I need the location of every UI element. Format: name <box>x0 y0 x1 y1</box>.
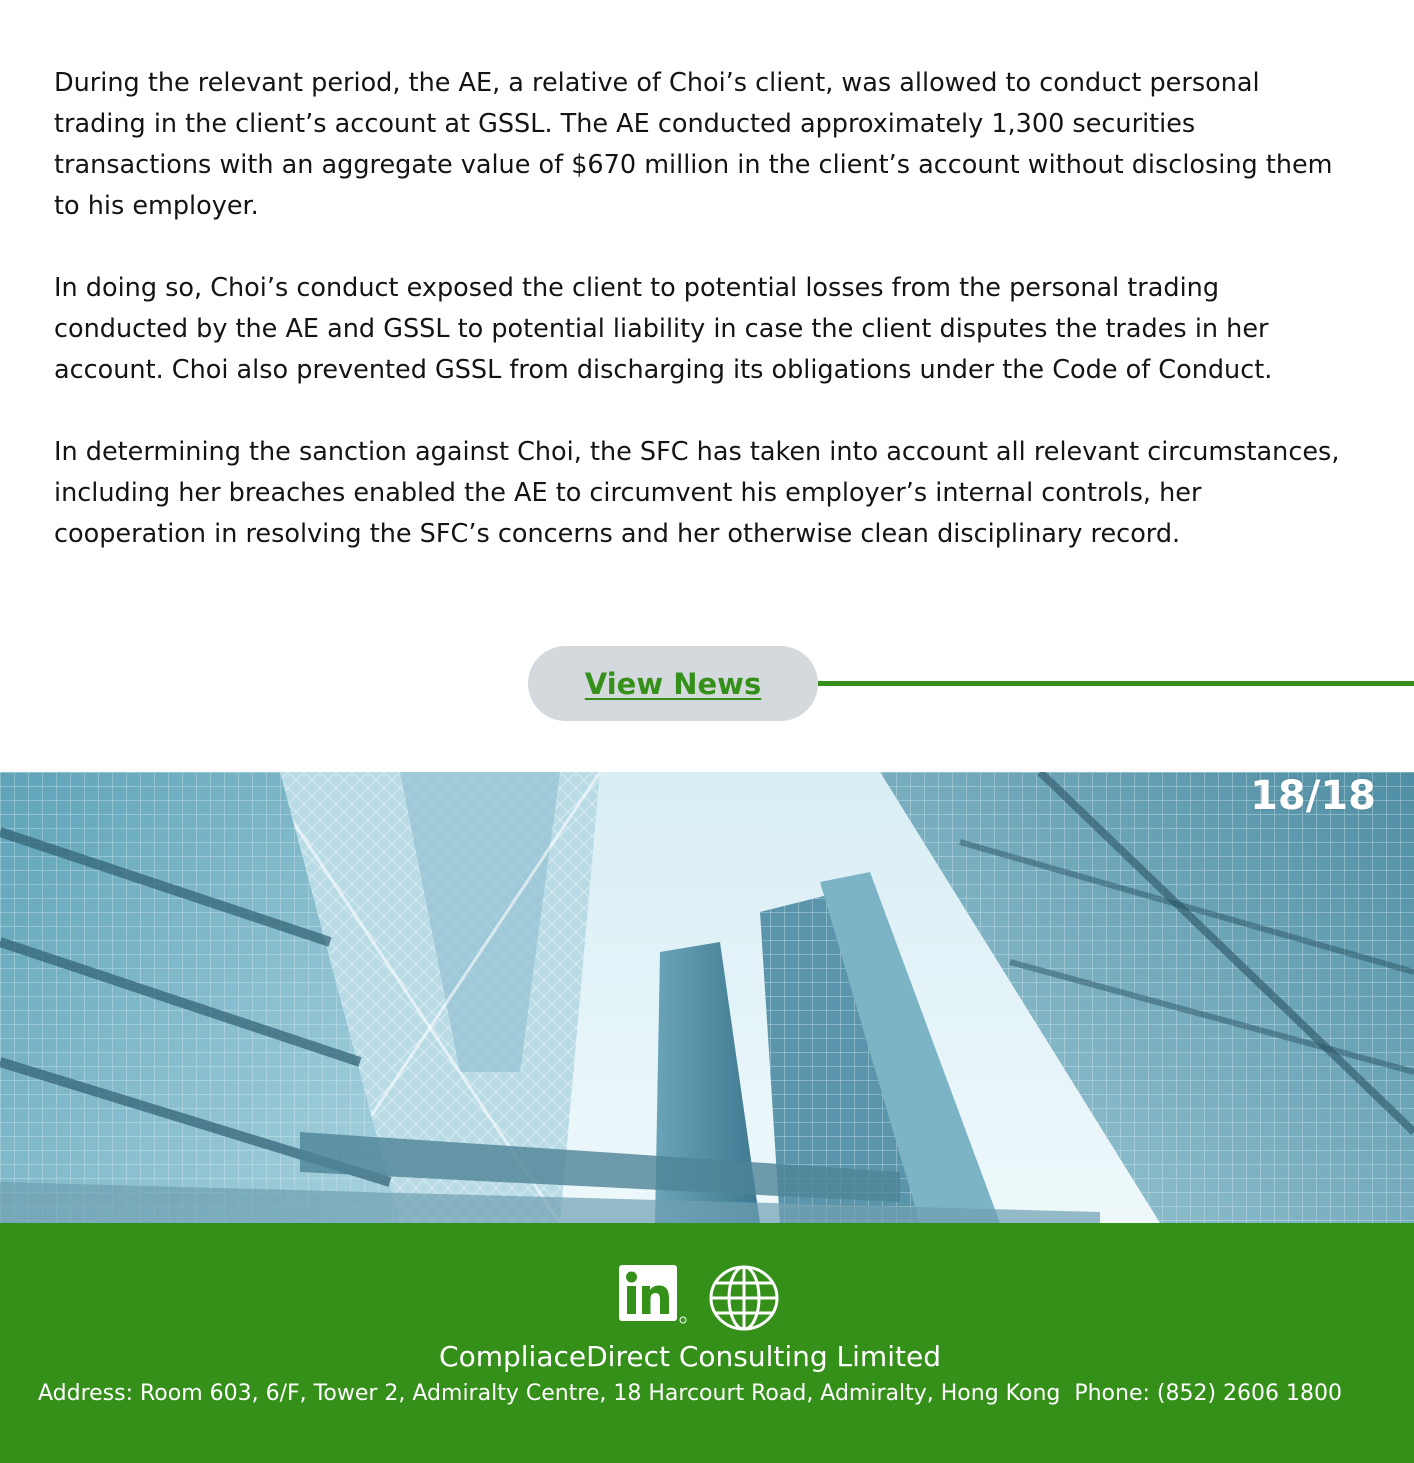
globe-icon[interactable] <box>707 1263 781 1333</box>
paragraph-2: In doing so, Choi’s conduct exposed the client to potential losses from the personal trading conducted by the AE and GSSL to potential liability in case the client disputes the trades in her account. Choi also prevented GSSL from discharging its obligations under the Code of Conduct. <box>54 273 1273 385</box>
company-name: CompliaceDirect Consulting Limited <box>439 1340 941 1373</box>
skyscraper-banner-image <box>0 772 1414 1223</box>
linkedin-icon[interactable] <box>619 1265 689 1325</box>
contact-address: Address: Room 603, 6/F, Tower 2, Admiralty Centre, 18 Harcourt Road, Admiralty, Hong Kong Phone: (852) 2606 1800 <box>37 1381 1343 1406</box>
footer-icons <box>0 1263 1414 1333</box>
footer <box>0 1223 1414 1463</box>
view-news-label: View News <box>584 666 762 701</box>
cta-divider-line <box>818 681 1414 686</box>
paragraph-3: In determining the sanction against Choi, the SFC has taken into account all relevant circumstances, including her breaches enabled the AE to circumvent his employer’s internal controls, her cooperation in resolving the SFC’s concerns and her otherwise clean disciplinary record. <box>54 437 1340 549</box>
page-counter: 18/18 <box>1250 773 1376 819</box>
article-body <box>54 63 1354 596</box>
paragraph-1: During the relevant period, the AE, a relative of Choi’s client, was allowed to conduct personal trading in the client’s account at GSSL. The AE conducted approximately 1,300 securities transactions with an aggregate value of $670 million in the client’s account without disclosing them to his employer. <box>54 68 1333 221</box>
view-news-button[interactable] <box>528 646 818 721</box>
